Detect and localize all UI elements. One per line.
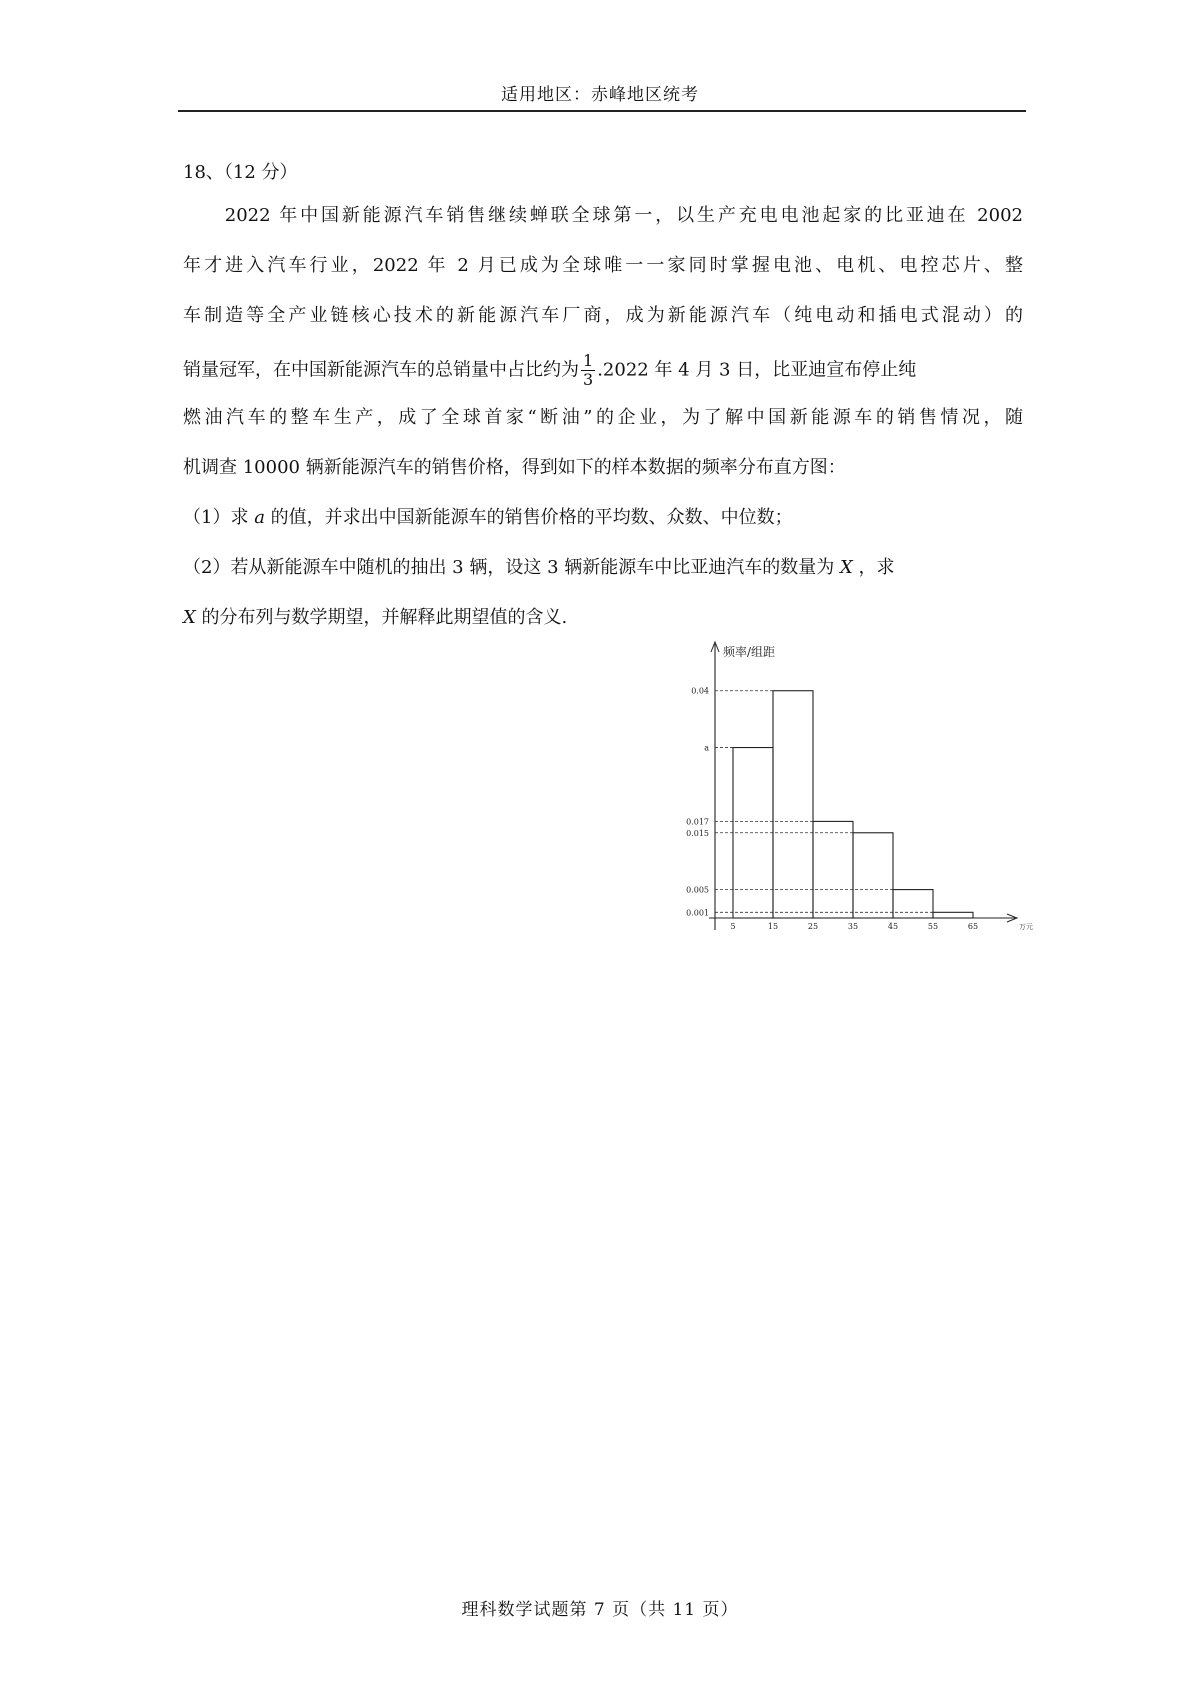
fraction-denominator: 3 [583,370,594,389]
variable-a: a [254,507,265,528]
variable-x: X [839,557,853,578]
sub-question-2-pre: （2）若从新能源车中随机的抽出 3 辆，设这 3 辆新能源车中比亚迪汽车的数量为 [183,557,840,578]
y-tick-label: 0.005 [686,885,709,895]
x-tick-label: 65 [967,922,979,931]
x-tick-label: 45 [887,922,899,931]
x-tick-label: 25 [807,922,819,931]
x-tick-label: 35 [847,922,859,931]
question-line-4 [183,351,917,389]
histogram-bar [773,691,813,918]
question-number: 18、（12 分） [183,162,298,183]
question-line-5: 燃油汽车的整车生产，成了全球首家“断油”的企业，为了解中国新能源车的销售情况，随 [183,407,1023,428]
fraction-one-third [581,352,595,389]
x-tick-label: 5 [730,922,736,931]
sub-question-1 [183,504,793,532]
page-header: 适用地区：赤峰地区统考 [501,85,699,105]
variable-x-2: X [183,607,196,628]
histogram-bar [813,821,853,918]
y-tick-label: 0.015 [686,828,709,838]
question-line-1: 2022 年中国新能源汽车销售继续蝉联全球第一，以生产充电电池起家的比亚迪在 2002 [183,205,1023,226]
sub-question-1-post: 的值，并求出中国新能源车的销售价格的平均数、众数、中位数； [264,507,793,528]
question-line-2: 年才进入汽车行业，2022 年 2 月已成为全球唯一一家同时掌握电池、电机、电控芯片、整 [183,255,1023,276]
sub-question-2-line-1 [183,554,895,582]
question-line-3: 车制造等全产业链核心技术的新能源汽车厂商，成为新能源汽车（纯电动和插电式混动）的 [183,305,1023,326]
histogram-bar [853,833,893,918]
question-line-6: 机调查 10000 辆新能源汽车的销售价格，得到如下的样本数据的频率分布直方图： [183,457,846,478]
y-tick-label: 0.017 [686,817,709,827]
question-line-4-pre: 销量冠军，在中国新能源汽车的总销量中占比约为 [183,359,579,381]
sub-question-2-post: ，求 [852,557,895,578]
x-axis-label: 万元 [1019,923,1033,931]
y-axis-label: 频率/组距 [723,645,776,659]
y-tick-label: 0.04 [691,686,709,696]
frequency-histogram [660,640,1060,950]
page-footer: 理科数学试题第 7 页（共 11 页） [461,1600,739,1620]
histogram-bar [933,912,973,918]
y-tick-label: a [704,743,709,753]
question-line-4-post: .2022 年 4 月 3 日，比亚迪宣布停止纯 [597,359,917,381]
fraction-numerator: 1 [583,351,594,370]
sub-question-2-line-2-text: 的分布列与数学期望，并解释此期望值的含义. [195,607,568,628]
y-tick-label: 0.001 [686,908,709,918]
x-tick-label: 55 [927,922,939,931]
header-rule [178,110,1026,112]
sub-question-2-line-2 [183,604,567,632]
histogram-bar [893,890,933,918]
sub-question-1-pre: （1）求 [183,507,255,528]
x-tick-label: 15 [767,922,779,931]
